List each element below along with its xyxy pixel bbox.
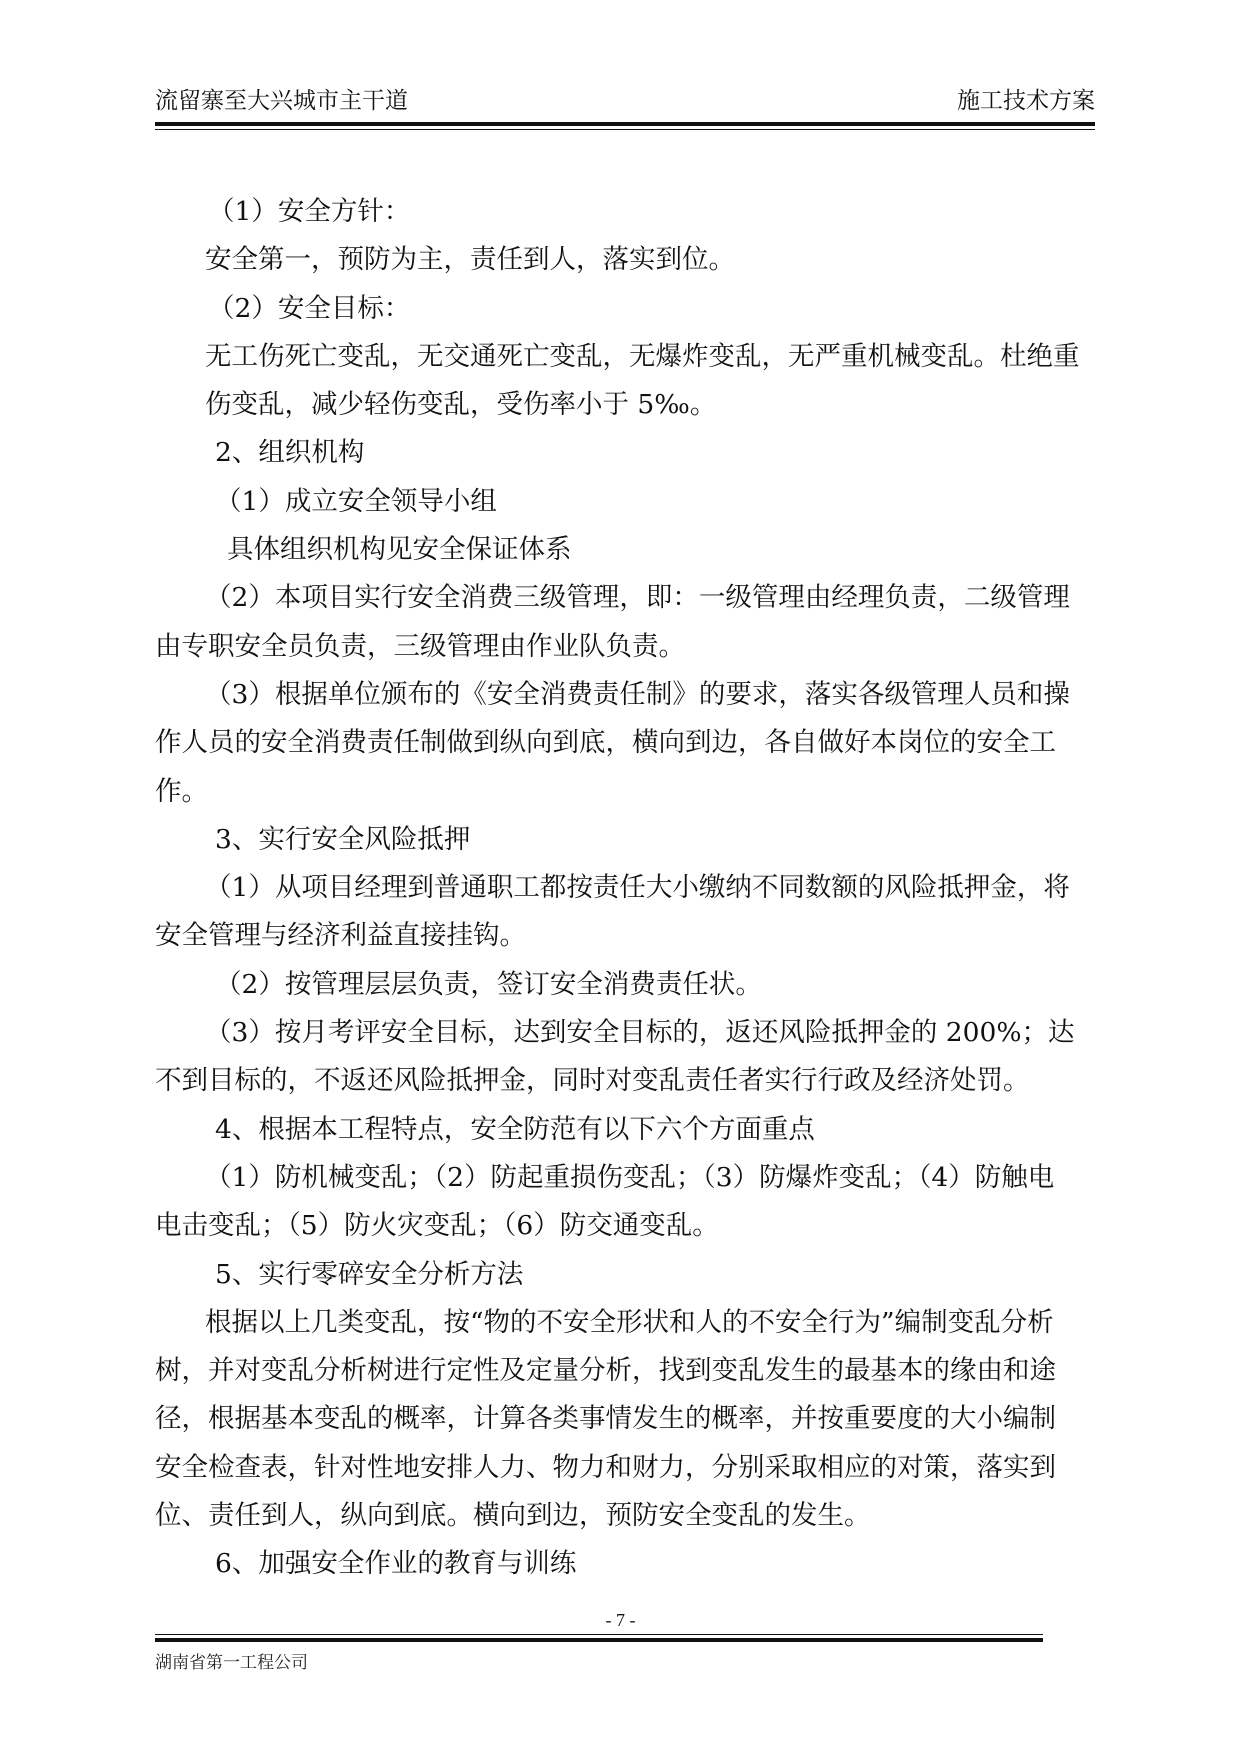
paragraph-responsibility-system: （3）根据单位颁布的《安全消费责任制》的要求，落实各级管理人员和操作人员的安全消费责任制做到纵向到底，横向到边，各自做好本岗位的安全工作。 <box>155 678 1070 807</box>
paragraph-safety-goal: 无工伤死亡变乱，无交通死亡变乱，无爆炸变乱，无严重机械变乱。杜绝重伤变乱，减少轻伤变乱，受伤率小于 5‰。 <box>205 340 1080 421</box>
paragraph-responsibility-contract: （2）按管理层层负责，签订安全消费责任状。 <box>215 968 762 1000</box>
document-body <box>155 188 1080 1589</box>
paragraph-leadership-group: （1）成立安全领导小组 <box>215 485 497 517</box>
paragraph-prevention-items: （1）防机械变乱；（2）防起重损伤变乱；（3）防爆炸变乱；（4）防触电电击变乱；（5）防火灾变乱；（6）防交通变乱。 <box>155 1161 1055 1242</box>
paragraph-safety-policy: 安全第一，预防为主，责任到人，落实到位。 <box>205 244 735 276</box>
paragraph-monthly-evaluation: （3）按月考评安全目标，达到安全目标的，返还风险抵押金的 200%；达不到目标的，不返还风险抵押金，同时对变乱责任者实行行政及经济处罚。 <box>155 1017 1075 1097</box>
paragraph-three-level-management: （2）本项目实行安全消费三级管理，即：一级管理由经理负责，二级管理由专职安全员负责，三级管理由作业队负责。 <box>155 582 1070 662</box>
paragraph-safety-policy-heading: （1）安全方针： <box>208 196 411 227</box>
header-rule-thin <box>155 129 1095 130</box>
footer-rule-thick <box>155 1638 1043 1642</box>
paragraph-safety-analysis: 根据以上几类变乱，按“物的不安全形状和人的不安全行为”编制变乱分析树，并对变乱分析树进行定性及定量分析，找到变乱发生的最基本的缘由和途径，根据基本变乱的概率，计算各类事情发生的概率，并按重要度的大小编制安全检查表，针对性地安排人力、物力和财力，分别采取相应的对策，落实到位、责任到人，纵向到底。横向到边，预防安全变乱的发生。 <box>155 1306 1056 1532</box>
heading-risk-deposit: 3、实行安全风险抵押 <box>215 823 471 855</box>
heading-safety-education: 6、加强安全作业的教育与训练 <box>215 1548 577 1580</box>
header-project-title: 流留寨至大兴城市主干道 <box>155 88 408 114</box>
page-number: - 7 - <box>605 1610 636 1630</box>
header-document-type: 施工技术方案 <box>957 88 1095 114</box>
footer-rule-thin <box>155 1634 1043 1635</box>
paragraph-org-structure: 具体组织机构见安全保证体系 <box>227 534 572 566</box>
paragraph-safety-goal-heading: （2）安全目标： <box>208 292 411 324</box>
paragraph-risk-deposit-payment: （1）从项目经理到普通职工都按责任大小缴纳不同数额的风险抵押金，将安全管理与经济利益直接挂钩。 <box>155 872 1070 952</box>
page-header <box>155 82 1095 118</box>
heading-organization: 2、组织机构 <box>215 437 365 469</box>
heading-safety-analysis: 5、实行零碎安全分析方法 <box>215 1258 524 1290</box>
footer-company: 湖南省第一工程公司 <box>155 1653 308 1673</box>
heading-prevention-focus: 4、根据本工程特点，安全防范有以下六个方面重点 <box>215 1113 815 1145</box>
header-rule-thick <box>155 122 1095 126</box>
